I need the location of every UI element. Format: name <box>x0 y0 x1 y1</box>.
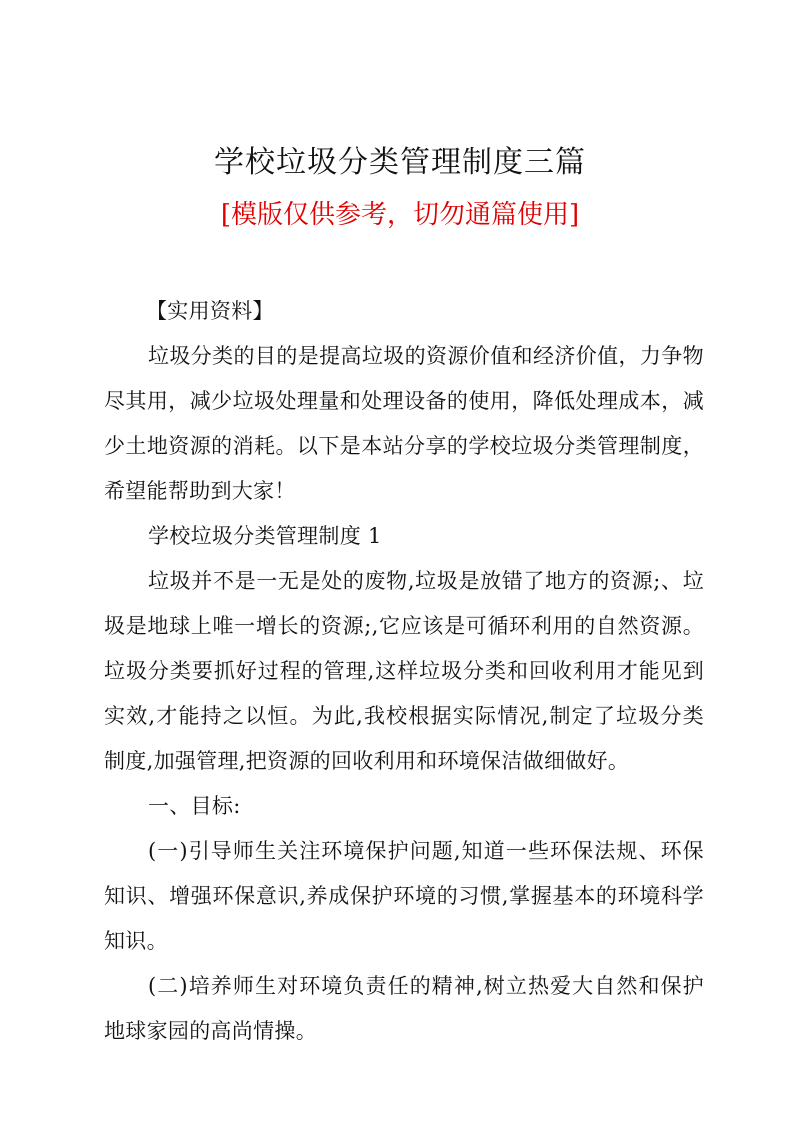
intro-line: 尽其用，减少垃圾处理量和处理设备的使用，降低处理成本，减 <box>104 389 704 413</box>
article-line: 垃圾分类要抓好过程的管理,这样垃圾分类和回收利用才能见到 <box>104 659 704 683</box>
intro-line: 垃圾分类的目的是提高垃圾的资源价值和经济价值，力争物 <box>148 344 704 368</box>
article-line: 制度,加强管理,把资源的回收利用和环境保洁做细做好。 <box>104 749 630 773</box>
document-title: 学校垃圾分类管理制度三篇 <box>214 145 586 180</box>
article-line: 实效,才能持之以恒。为此,我校根据实际情况,制定了垃圾分类 <box>104 704 704 728</box>
article-line: 圾是地球上唯一增长的资源;,它应该是可循环利用的自然资源。 <box>104 614 704 638</box>
intro-line: 少土地资源的消耗。以下是本站分享的学校垃圾分类管理制度， <box>104 434 704 458</box>
goal-line: 地球家园的高尚情操。 <box>104 1019 317 1043</box>
document-subtitle: [模版仅供参考，切勿通篇使用] <box>220 200 580 230</box>
article-line: 垃圾并不是一无是处的废物,垃圾是放错了地方的资源;、垃 <box>148 569 704 593</box>
article-heading: 学校垃圾分类管理制度 1 <box>148 524 382 548</box>
goal-line: 知识、增强环保意识,养成保护环境的习惯,掌握基本的环境科学 <box>104 884 704 908</box>
section-label: 【实用资料】 <box>146 299 274 323</box>
goals-heading: 一、目标: <box>148 794 241 818</box>
goal-line: (二)培养师生对环境负责任的精神,树立热爱大自然和保护 <box>148 974 704 998</box>
goal-line: (一)引导师生关注环境保护问题,知道一些环保法规、环保 <box>148 839 704 863</box>
goal-line: 知识。 <box>104 929 168 953</box>
intro-line: 希望能帮助到大家！ <box>104 479 296 503</box>
